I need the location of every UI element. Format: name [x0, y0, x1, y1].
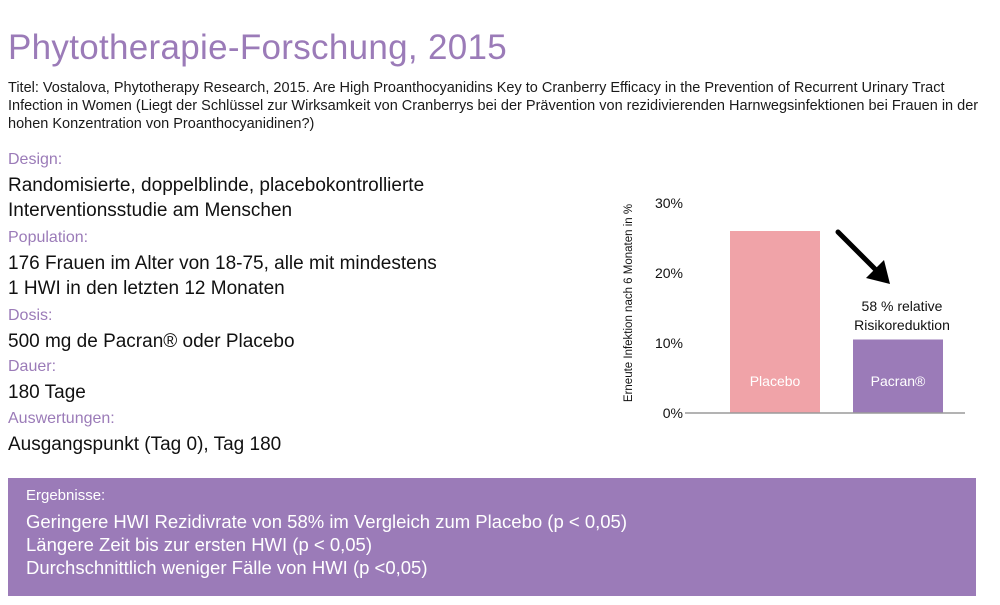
bar-chart	[610, 175, 990, 440]
dosis-line: 500 mg de Pacran® oder Placebo	[8, 331, 295, 352]
bar-label: Placebo	[749, 373, 801, 389]
y-axis-label: Erneute Infektion nach 6 Monaten in %	[623, 203, 635, 403]
y-axis-ticks	[655, 195, 683, 421]
population-label: Population:	[8, 229, 89, 246]
bar-labels	[750, 373, 926, 389]
auswertungen-line: Ausgangspunkt (Tag 0), Tag 180	[8, 434, 282, 455]
design-line: Randomisierte, doppelblinde, placebokontrollierte	[8, 175, 425, 196]
citation-text: Titel: Vostalova, Phytotherapy Research, 2015. Are High Proanthocyanidins Key to Cranberry Efficacy in the Prevention of Recurrent Urinary Tract Infection in Women (Liegt der Schlüssel zur Wirksamkeit von Cranberrys bei der Prävention von rezidivierenden Harnwegsinfektionen bei Frauen in der hohen Konzentration von Proanthocyanidinen?)	[8, 80, 979, 132]
dosis-label: Dosis:	[8, 307, 53, 324]
results-box	[8, 478, 976, 596]
auswertungen-label: Auswertungen:	[8, 410, 115, 427]
annotation-line: 58 % relative	[861, 298, 943, 314]
arrow-down-right-icon	[838, 232, 876, 270]
design-label: Design:	[8, 151, 63, 168]
population-text	[8, 251, 568, 301]
design-line: Interventionsstudie am Menschen	[8, 200, 293, 221]
auswertungen-text	[8, 432, 568, 457]
y-tick-label: 20%	[654, 265, 683, 281]
dauer-label: Dauer:	[8, 358, 57, 375]
y-tick-label: 30%	[654, 195, 683, 211]
design-text	[8, 173, 568, 223]
annotation-line: Risikoreduktion	[854, 317, 950, 333]
results-label: Ergebnisse:	[26, 487, 106, 504]
y-tick-label: 10%	[654, 335, 683, 351]
y-tick-label: 0%	[662, 405, 683, 421]
population-line: 1 HWI in den letzten 12 Monaten	[8, 278, 285, 299]
result-line: Längere Zeit bis zur ersten HWI (p < 0,05)	[26, 534, 372, 555]
population-line: 176 Frauen im Alter von 18-75, alle mit mindestens	[8, 253, 437, 274]
page-title: Phytotherapie-Forschung, 2015	[8, 28, 508, 67]
dauer-text	[8, 380, 568, 405]
result-line: Durchschnittlich weniger Fälle von HWI (p <0,05)	[26, 557, 428, 578]
bar-label: Pacran®	[870, 373, 926, 389]
dosis-text	[8, 329, 568, 354]
dauer-line: 180 Tage	[8, 382, 86, 403]
result-line: Geringere HWI Rezidivrate von 58% im Vergleich zum Placebo (p < 0,05)	[26, 511, 628, 532]
